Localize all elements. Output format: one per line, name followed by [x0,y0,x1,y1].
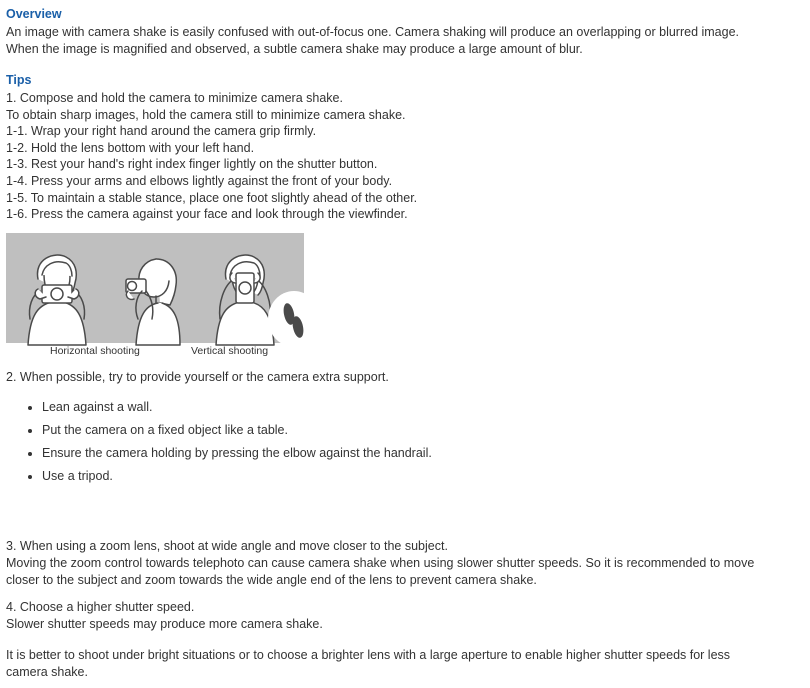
spacer [6,488,802,518]
shutter-line-1: 4. Choose a higher shutter speed. [6,599,195,614]
spacer [6,633,802,647]
footprints-icon [268,291,320,347]
tips-item: To obtain sharp images, hold the camera still to minimize camera shake. [6,107,406,122]
support-intro: 2. When possible, try to provide yourself or the camera extra support. [6,369,389,384]
zoom-line-3: closer to the subject and zoom towards the wide angle end of the lens to prevent camera shake. [6,572,537,587]
tips-list [6,90,802,223]
tips-item: 1-1. Wrap your right hand around the camera grip firmly. [6,124,317,139]
closing-line-2: camera shake. [6,664,88,679]
zoom-line-1: 3. When using a zoom lens, shoot at wide angle and move closer to the subject. [6,538,448,553]
illustration-canvas [6,233,304,343]
list-item: Lean against a wall. [28,396,802,419]
zoom-line-2: Moving the zoom control towards telephoto can cause camera shake when using slower shutter speeds. So it is recommended to move [6,555,755,570]
person-horizontal-front-illustration [14,245,100,347]
tips-item: 1-2. Hold the lens bottom with your left hand. [6,140,255,155]
spacer [6,589,802,599]
overview-paragraph-2: When the image is magnified and observed, a subtle camera shake may produce a large amount of blur. [6,42,583,56]
shutter-line-2: Slower shutter speeds may produce more camera shake. [6,616,323,631]
support-bullet-list [6,396,802,488]
caption-horizontal-shooting: Horizontal shooting [50,344,140,357]
tips-item: 1-5. To maintain a stable stance, place one foot slightly ahead of the other. [6,190,418,205]
list-item: Put the camera on a fixed object like a table. [28,419,802,442]
foot-stance-illustration [268,291,320,347]
closing-line-1: It is better to shoot under bright situations or to choose a brighter lens with a large aperture to enable higher shutter speeds for less [6,647,731,662]
person-side-view-illustration [106,245,196,347]
camera-hold-illustration [6,233,802,361]
list-item: Use a tripod. [28,465,802,488]
tips-item: 1-4. Press your arms and elbows lightly against the front of your body. [6,173,393,188]
spacer [6,58,802,72]
spacer [6,361,802,369]
list-item: Ensure the camera holding by pressing the elbow against the handrail. [28,442,802,465]
tips-item: 1. Compose and hold the camera to minimize camera shake. [6,91,343,105]
caption-vertical-shooting: Vertical shooting [191,344,269,357]
tips-item: 1-3. Rest your hand's right index finger lightly on the shutter button. [6,157,378,172]
spacer [6,518,802,538]
tips-item: 1-6. Press the camera against your face and look through the viewfinder. [6,207,408,222]
overview-paragraph-1: An image with camera shake is easily confused with out-of-focus one. Camera shaking will produce an overlapping or blurred image. [6,25,740,39]
illustration-captions [6,343,304,361]
overview-heading: Overview [6,7,62,21]
tips-heading: Tips [6,73,32,87]
spacer [6,386,802,396]
